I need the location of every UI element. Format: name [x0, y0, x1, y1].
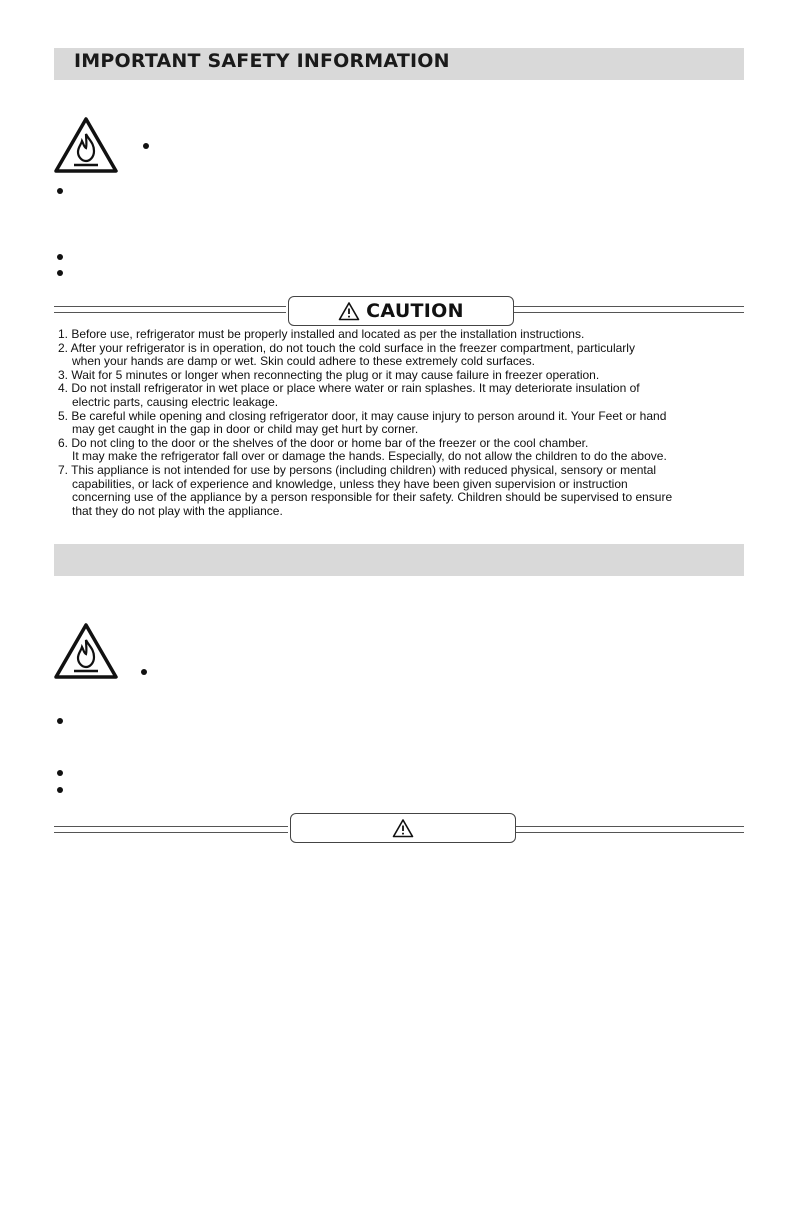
bullet	[57, 787, 63, 793]
flammable-warning-icon	[53, 116, 119, 174]
caution-divider-left	[54, 306, 286, 313]
caution-item: electric parts, causing electric leakage.	[72, 394, 279, 409]
caution-item: concerning use of the appliance by a person responsible for their safety. Children should be supervised to ensure	[72, 490, 673, 505]
caution-item: that they do not play with the appliance.	[72, 503, 283, 518]
caution-list	[58, 328, 748, 518]
section-header-bar	[54, 544, 744, 576]
caution-divider-right	[514, 306, 744, 313]
bullet	[57, 270, 63, 276]
caution-banner	[288, 296, 514, 326]
caution-item: 1. Before use, refrigerator must be properly installed and located as per the installation instructions.	[58, 327, 585, 341]
caution-triangle-icon	[338, 301, 360, 321]
bullet	[143, 143, 149, 149]
caution-item: 5. Be careful while opening and closing refrigerator door, it may cause injury to person around it. Your Feet or hand	[58, 408, 667, 423]
section-title: IMPORTANT SAFETY INFORMATION	[74, 50, 450, 72]
flammable-warning-icon	[53, 622, 119, 680]
caution-item: may get caught in the gap in door or child may get hurt by corner.	[72, 422, 419, 437]
caution-item: 2. After your refrigerator is in operation, do not touch the cold surface in the freezer compartment, particularly	[58, 340, 635, 355]
caution-triangle-icon	[392, 818, 414, 838]
bullet	[57, 254, 63, 260]
caution-item: when your hands are damp or wet. Skin could adhere to these extremely cold surfaces.	[72, 354, 535, 369]
bullet	[57, 718, 63, 724]
caution-divider-left	[54, 826, 288, 833]
caution-label: CAUTION	[366, 300, 464, 322]
caution-item: It may make the refrigerator fall over or damage the hands. Especially, do not allow the children to do the above.	[72, 449, 667, 464]
caution-banner	[290, 813, 516, 843]
caution-item: 4. Do not install refrigerator in wet place or place where water or rain splashes. It may deteriorate insulation of	[58, 381, 640, 396]
bullet	[57, 770, 63, 776]
caution-item: 7. This appliance is not intended for use by persons (including children) with reduced physical, sensory or mental	[58, 462, 657, 477]
caution-item: capabilities, or lack of experience and knowledge, unless they have been given supervision or instruction	[72, 476, 628, 491]
caution-divider-right	[516, 826, 744, 833]
section-header-bar	[54, 48, 744, 80]
bullet	[57, 188, 63, 194]
caution-item: 6. Do not cling to the door or the shelves of the door or home bar of the freezer or the cool chamber.	[58, 435, 589, 450]
bullet	[141, 669, 147, 675]
caution-item: 3. Wait for 5 minutes or longer when reconnecting the plug or it may cause failure in freezer operation.	[58, 367, 600, 382]
